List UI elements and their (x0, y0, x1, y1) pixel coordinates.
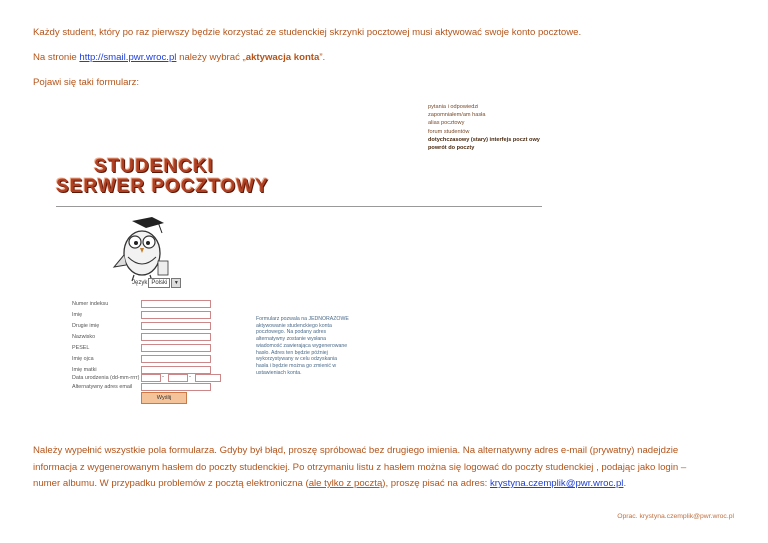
logo-line-1: STUDENCKI (94, 156, 214, 177)
screenshot-menu (428, 103, 540, 152)
menu-item[interactable]: forum studentów (428, 128, 470, 135)
language-label: Język (132, 280, 148, 286)
field-label: Imię ojca (72, 356, 94, 362)
field-label: Nazwisko (72, 334, 96, 340)
body-line-3 (33, 477, 626, 490)
father-name-input[interactable] (141, 355, 211, 363)
language-select[interactable]: Polski (148, 278, 170, 288)
body-underlined: ale tylko z pocztą (308, 478, 383, 489)
pesel-input[interactable] (141, 344, 211, 352)
form-row (72, 311, 232, 320)
form-screenshot (56, 100, 546, 410)
mother-name-input[interactable] (141, 366, 211, 374)
logo-line-2: SERWER POCZTOWY (56, 176, 269, 197)
divider (56, 206, 542, 207)
intro-line-2 (33, 51, 325, 64)
date-separator: - (162, 374, 164, 380)
field-label: Imię matki (72, 367, 97, 373)
index-number-input[interactable] (141, 300, 211, 308)
form-row (72, 333, 232, 342)
form-row (72, 322, 232, 331)
field-label: Alternatywny adres email (72, 384, 133, 390)
body-line-3-pre: numer albumu. W przypadku problemów z pocztą elektroniczna ( (33, 478, 309, 489)
birth-month-input[interactable] (168, 374, 188, 382)
form-row (72, 344, 232, 353)
menu-item[interactable]: dotychczasowy (stary) interfejs poczt owy (428, 136, 540, 143)
body-line-3-mid: ), proszę pisać na adres: (382, 478, 490, 489)
date-separator: - (189, 374, 191, 380)
field-label: Data urodzenia (dd-mm-rrrr) (72, 375, 140, 381)
body-line-1: Należy wypełnić wszystkie pola formularza. Gdyby był błąd, proszę spróbować bez drugiego imienia. Na alternatywny adres e-mail (prywatny) nadejdzie (33, 445, 679, 456)
field-label: Numer indeksu (72, 301, 109, 307)
email-link[interactable]: krystyna.czemplik@pwr.wroc.pl (490, 478, 624, 489)
field-label: PESEL (72, 345, 90, 351)
chevron-down-icon[interactable]: ▼ (171, 278, 181, 288)
intro-line-2-pre: Na stronie (33, 52, 80, 63)
form-note: Formularz pozwala na JEDNORAZOWE aktywowanie studenckiego konta pocztowego. Na podany adres alternatywny zostanie wysłana wiadomość zawierająca wygenerowane hasło. Adres ten będzie później wykorzystywany w celu odzyskania hasła i będzie można go zmienić w ustawieniach konta. (256, 316, 349, 376)
intro-line-3: Pojawi się taki formularz: (33, 77, 140, 88)
field-label: Imię (72, 312, 83, 318)
first-name-input[interactable] (141, 311, 211, 319)
menu-item[interactable]: zapomniałem/am hasła (428, 112, 486, 119)
form-row (72, 374, 232, 383)
alt-email-input[interactable] (141, 383, 211, 391)
second-name-input[interactable] (141, 322, 211, 330)
birth-year-input[interactable] (195, 374, 221, 382)
submit-button[interactable]: Wyślij (141, 392, 187, 404)
field-label: Drugie imię (72, 323, 100, 329)
menu-item[interactable]: pytania i odpowiedzi (428, 104, 479, 110)
form-row (72, 300, 232, 309)
surname-input[interactable] (141, 333, 211, 341)
intro-line-2-mid: należy wybrać „ (176, 52, 246, 63)
form-row (72, 383, 232, 392)
language-selector (132, 278, 181, 288)
form-row (72, 355, 232, 364)
smail-link[interactable]: http://smail.pwr.wroc.pl (79, 52, 177, 63)
activation-label: aktywacja konta (245, 52, 320, 63)
footer-credit: Oprac. krystyna.czemplik@pwr.wroc.pl (617, 513, 734, 520)
intro-line-2-post: ”. (319, 52, 326, 63)
owl-mascot-icon (106, 215, 178, 285)
menu-item[interactable]: powrót do poczty (428, 145, 475, 152)
body-line-2: informacja z wygenerowanym hasłem do poczty studenckiej. Po otrzymaniu listu z hasłem można się logować do poczty studenckiej , podając jako login – (33, 462, 687, 473)
intro-line-1: Każdy student, który po raz pierwszy będzie korzystać ze studenckiej skrzynki pocztowej musi aktywować swoje konto pocztowe. (33, 27, 582, 38)
body-line-3-post: . (623, 478, 627, 489)
birth-day-input[interactable] (141, 374, 161, 382)
menu-item[interactable]: alias pocztowy (428, 120, 465, 127)
